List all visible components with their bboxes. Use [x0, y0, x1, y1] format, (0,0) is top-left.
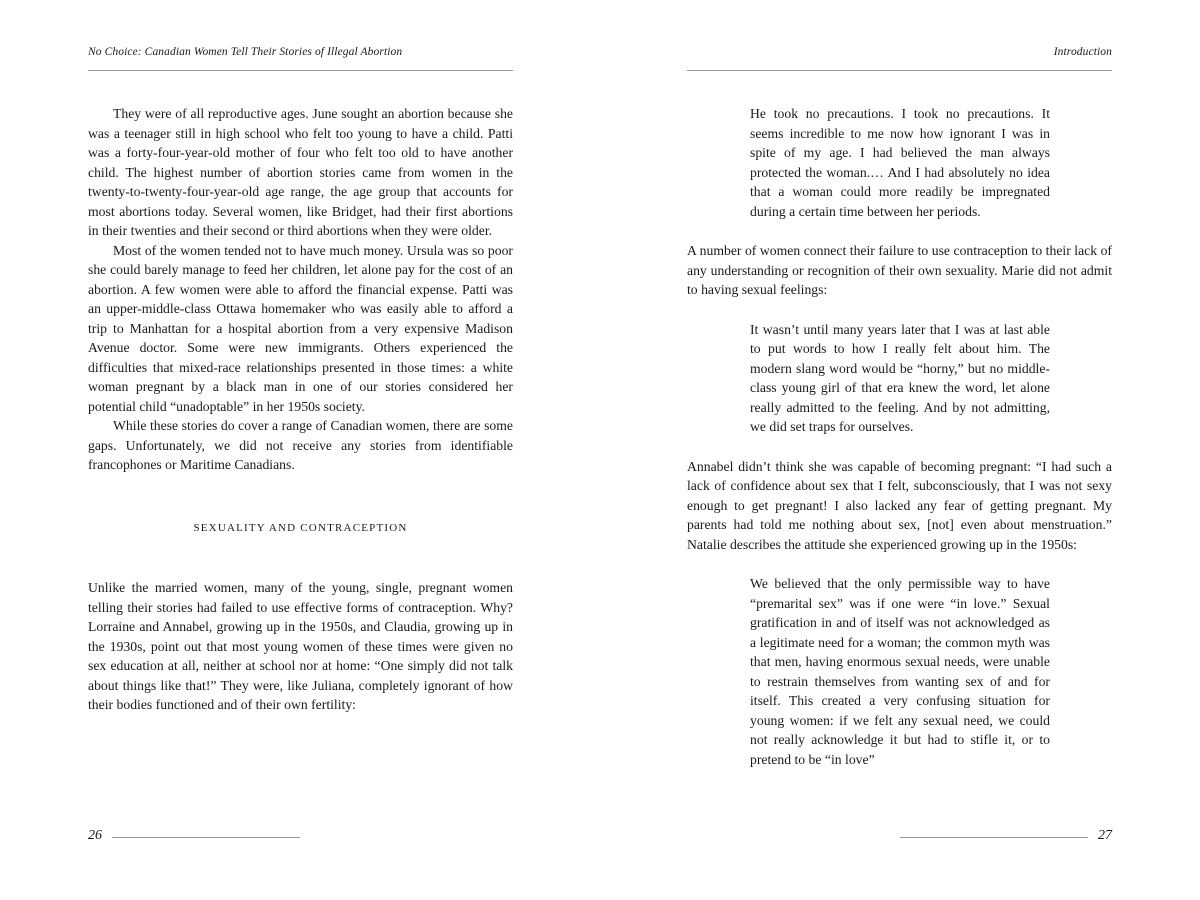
page-number: 26 [88, 828, 102, 843]
right-page [600, 0, 1200, 900]
paragraph: They were of all reproductive ages. June sought an abortion because she was a teenager still in high school who felt too young to have a child. Patti was a forty-four-year-old mother of four who felt too old to have another child. The highest number of abortion stories came from women in the twenty-to-twenty-four-year-old age range, the age group that accounts for most abortions today. Several women, like Bridget, had their first abortions in their twenties and their second or third abortions when they were older. [88, 106, 513, 238]
paragraph: While these stories do cover a range of Canadian women, there are some gaps. Unfortunately, we did not receive any stories from identifiable francophones or Maritime Canadians. [88, 418, 513, 472]
page-number: 27 [1098, 828, 1112, 843]
footer-rule [112, 837, 300, 838]
block-quote: He took no precautions. I took no precautions. It seems incredible to me now how ignorant I was in spite of my age. I had believed the man always protected the woman.… And I had absolutely no idea that a woman could more readily be impregnated during a certain time between her periods. [750, 106, 1050, 219]
footer-rule [900, 837, 1088, 838]
header-rule [687, 70, 1112, 71]
header-rule [88, 70, 513, 71]
paragraph: Annabel didn’t think she was capable of becoming pregnant: “I had such a lack of confidence about sex that I felt, subconsciously, that I was not sexy enough to get pregnant! I also lacked any fear of getting pregnant. My parents had told me nothing about sex, [not] even about menstruation.” Natalie describes the attitude she experienced growing up in the 1950s: [687, 458, 1112, 552]
running-head-chapter: Introduction [1053, 46, 1112, 58]
section-heading: SEXUALITY AND CONTRACEPTION [193, 521, 408, 534]
block-quote: We believed that the only permissible way to have “premarital sex” was if one were “in love.” Sexual gratification in and of itself was not acknowledged as a legitimate need for a woman; the common myth was that men, having enormous sexual needs, were unable to restrain themselves from wanting sex of and for itself. This created a very confusing situation for young women: if we felt any sexual need, we could not really acknowledge it but had to stifle it, or to pretend to be “in love” [750, 576, 1050, 767]
paragraph: A number of women connect their failure to use contraception to their lack of any understanding or recognition of their own sexuality. Marie did not admit to having sexual feelings: [687, 243, 1112, 297]
left-page-body [88, 104, 513, 715]
running-head-book-title: No Choice: Canadian Women Tell Their Stories of Illegal Abortion [88, 46, 403, 58]
block-quote: It wasn’t until many years later that I was at last able to put words to how I really felt about him. The modern slang word would be “horny,” but no middle-class young girl of that era knew the word, let alone really admitted to the feeling. And by not admitting, we did set traps for ourselves. [750, 321, 1050, 434]
right-page-body [687, 104, 1112, 769]
paragraph: Most of the women tended not to have much money. Ursula was so poor she could barely manage to feed her children, let alone pay for the cost of an abortion. A few women were able to afford the financial expense. Patti was an upper-middle-class Ottawa homemaker who was easily able to afford a trip to Manhattan for a hospital abortion from a very expensive Madison Avenue doctor. Some were new immigrants. Others experienced the difficulties that mixed-race relationships presented in those times: a white woman pregnant by a black man in one of our stories considered her potential child “unadoptable” in her 1950s society. [88, 242, 513, 414]
paragraph: Unlike the married women, many of the young, single, pregnant women telling their stories had failed to use effective forms of contraception. Why? Lorraine and Annabel, growing up in the 1950s, and Claudia, growing up in the 1930s, point out that most young women of these times were given no sex education at all, neither at school nor at home: “One simply did not talk about things like that!” They were, like Juliana, completely ignorant of how their bodies functioned and of their own fertility: [88, 580, 513, 712]
